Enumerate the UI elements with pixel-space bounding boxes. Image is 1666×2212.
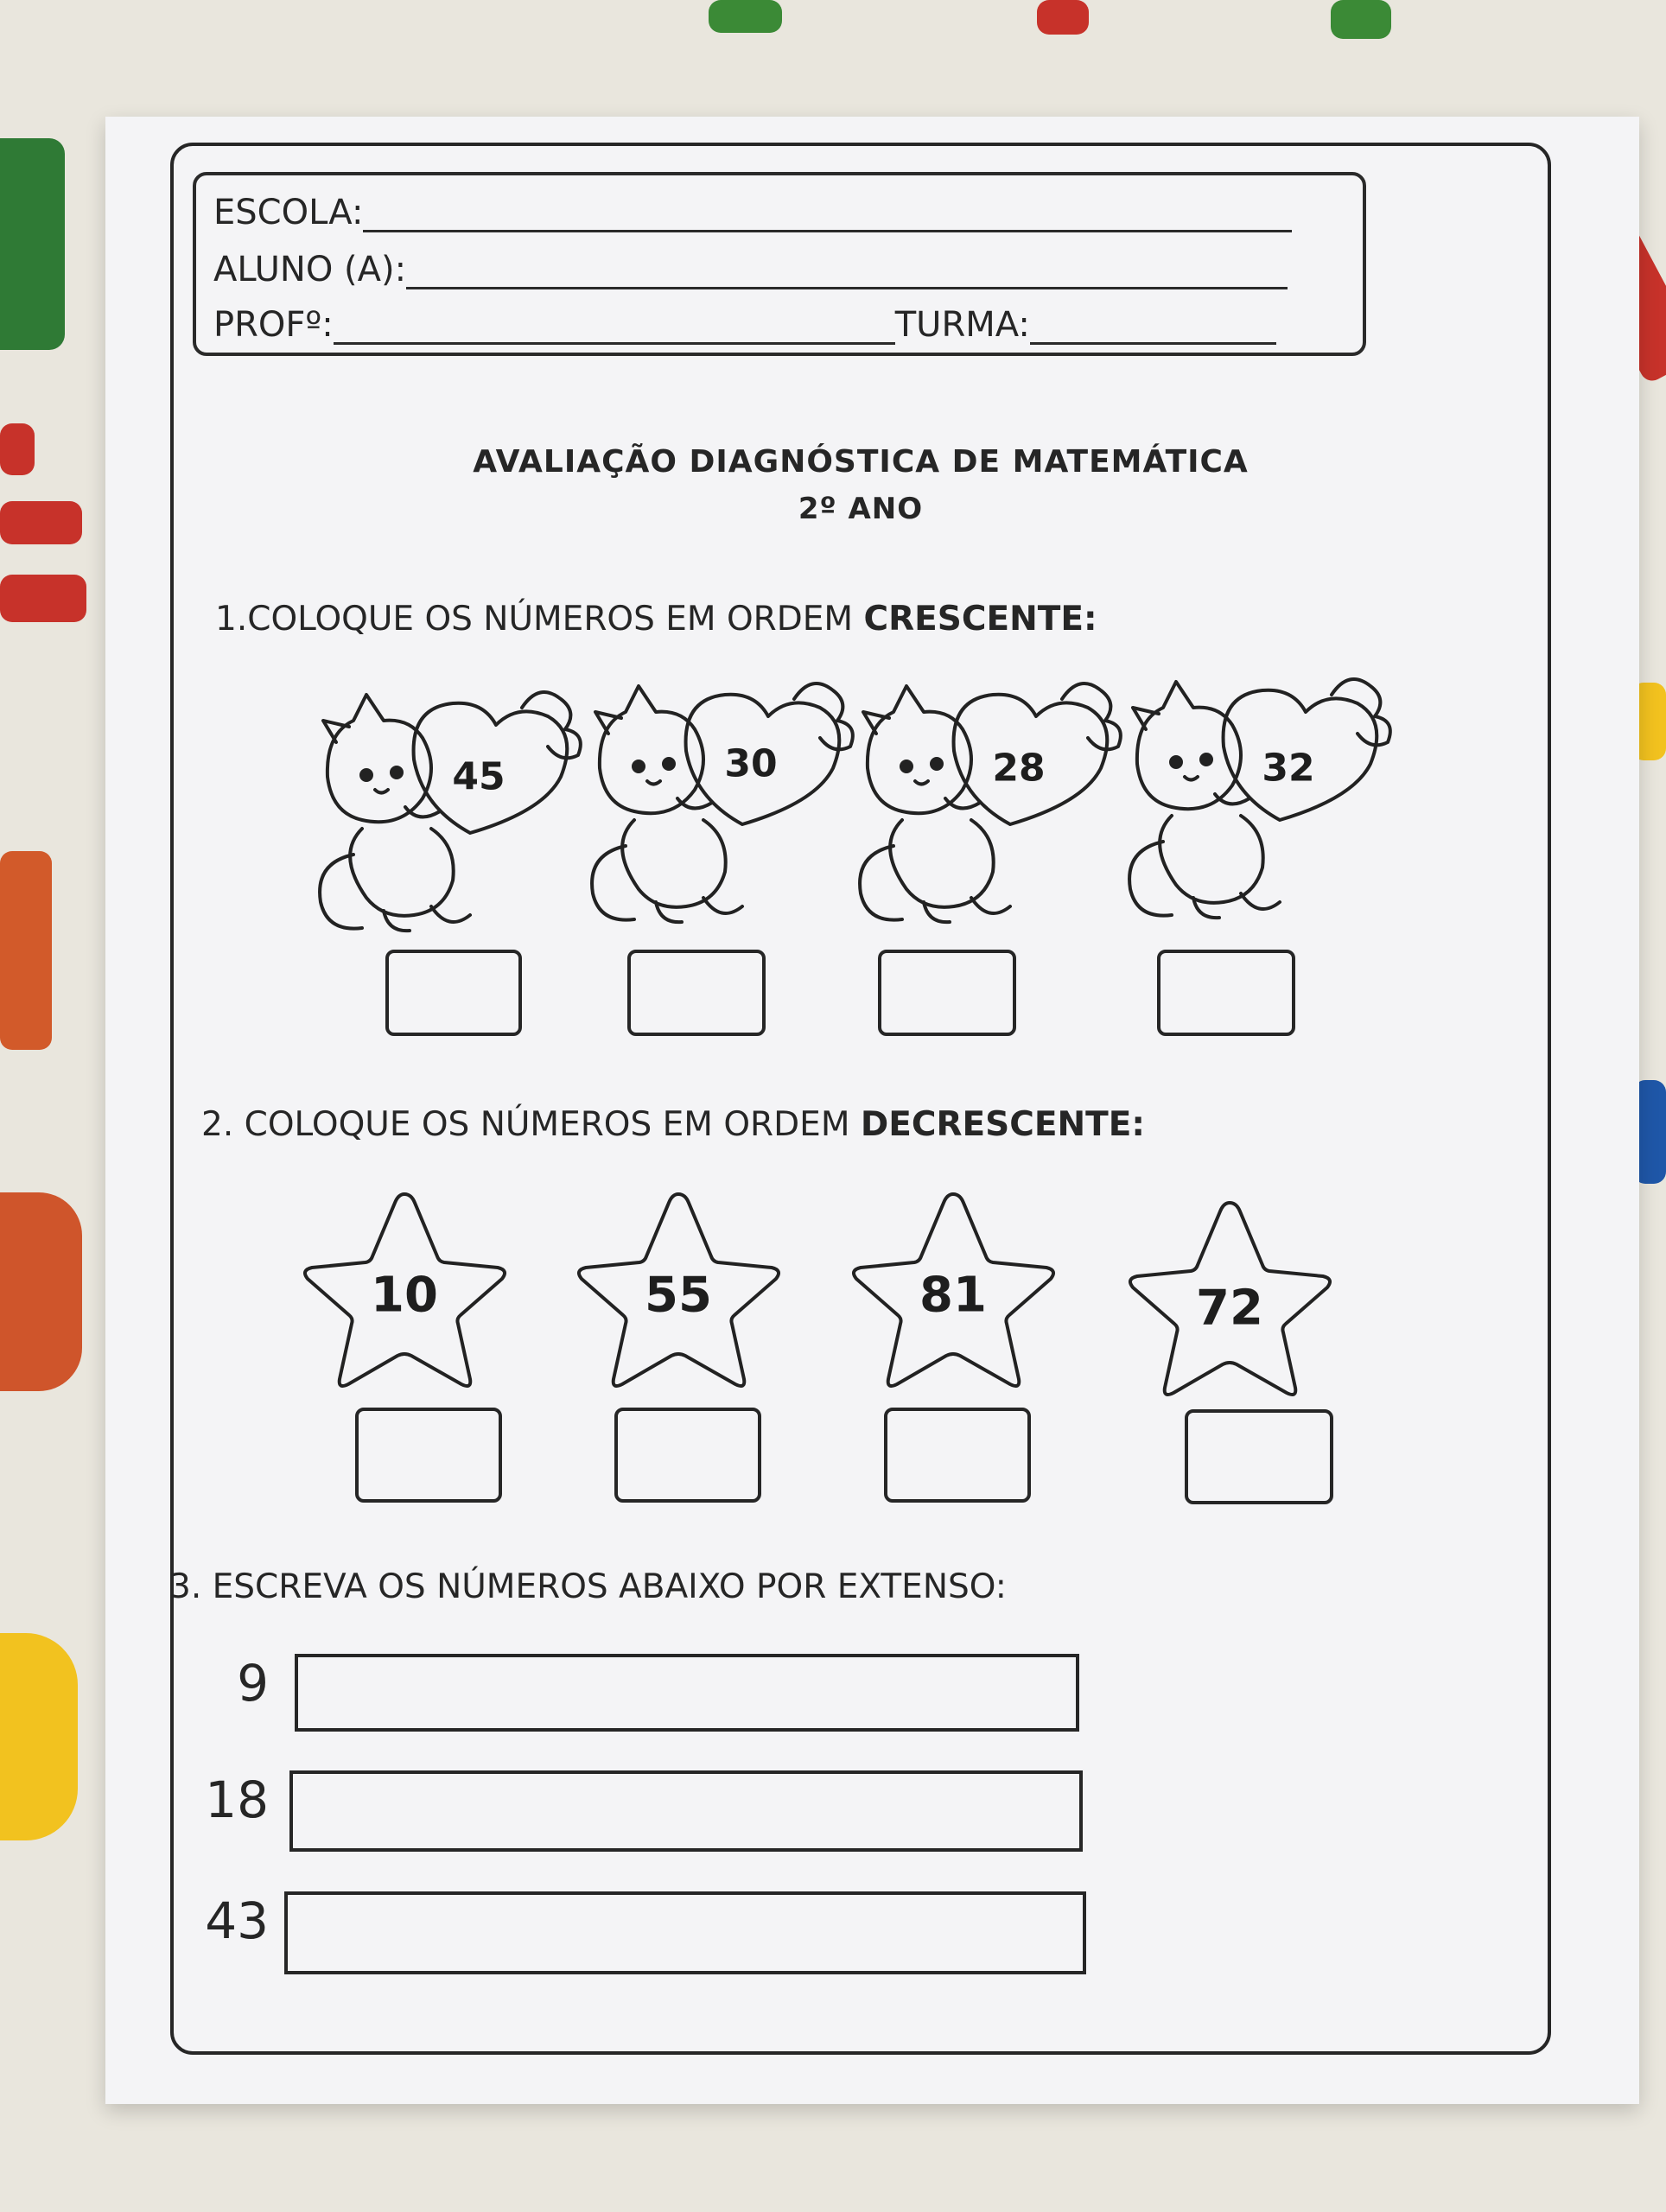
kitten-with-heart-icon [574, 647, 868, 932]
answer-box-q1-3[interactable] [878, 950, 1016, 1036]
page-border [170, 143, 1551, 2055]
worksheet-paper [105, 117, 1639, 2104]
question-1 [215, 600, 1097, 639]
yellow-letter-decoration [0, 1633, 78, 1840]
kitten-with-heart-icon [302, 656, 595, 941]
teacher-input-line[interactable] [334, 313, 895, 345]
student-label: ALUNO (A): [213, 250, 407, 289]
kitten-card-3 [842, 647, 1135, 932]
answer-box-q2-1[interactable] [355, 1408, 502, 1503]
star-shape-1 [299, 1187, 511, 1390]
question-1-text: 1.COLOQUE OS NÚMEROS EM ORDEM [215, 600, 864, 639]
question-2-text: 2. COLOQUE OS NÚMEROS EM ORDEM [201, 1105, 861, 1144]
question-1-emphasis: CRESCENTE: [863, 600, 1097, 639]
red-letter-decoration [0, 423, 35, 475]
number-label: 72 [1196, 1280, 1263, 1337]
kitten-card-2 [574, 647, 868, 932]
number-label: 28 [992, 746, 1046, 791]
orange-letter-decoration [0, 1192, 82, 1391]
answer-box-q2-4[interactable] [1185, 1409, 1333, 1504]
number-43-label: 43 [205, 1891, 269, 1950]
kitten-card-1 [302, 656, 595, 941]
kitten-with-heart-icon [842, 647, 1135, 932]
question-2 [201, 1105, 1145, 1144]
page-title: AVALIAÇÃO DIAGNÓSTICA DE MATEMÁTICA [473, 444, 1249, 480]
red-letter-decoration [1037, 0, 1089, 35]
answer-box-q2-3[interactable] [884, 1408, 1031, 1503]
class-input-line[interactable] [1030, 313, 1276, 345]
kitten-with-heart-icon [1111, 643, 1405, 928]
answer-box-q1-2[interactable] [627, 950, 766, 1036]
student-input-line[interactable] [406, 257, 1288, 289]
red-letter-decoration [0, 501, 82, 544]
star-shape-3 [848, 1187, 1059, 1390]
red-letter-decoration [0, 575, 86, 622]
number-label: 45 [452, 754, 506, 799]
star-shape-4 [1124, 1196, 1336, 1399]
school-input-line[interactable] [363, 200, 1292, 232]
green-letter-decoration [1331, 0, 1391, 39]
student-info-box [193, 172, 1366, 356]
teacher-label: PROFº: [213, 305, 334, 345]
answer-box-q2-2[interactable] [614, 1408, 761, 1503]
kitten-card-4 [1111, 643, 1405, 928]
write-number-box-3[interactable] [284, 1891, 1086, 1974]
star-shape-2 [573, 1187, 785, 1390]
green-letter-decoration [0, 138, 65, 350]
number-label: 10 [371, 1267, 438, 1324]
write-number-box-1[interactable] [295, 1654, 1079, 1732]
student-row [213, 250, 1288, 289]
write-number-box-2[interactable] [289, 1770, 1083, 1852]
answer-box-q1-4[interactable] [1157, 950, 1295, 1036]
teacher-row [213, 305, 1276, 345]
answer-box-q1-1[interactable] [385, 950, 522, 1036]
number-9-label: 9 [237, 1654, 269, 1713]
number-label: 55 [645, 1267, 712, 1324]
page-subtitle: 2º ANO [798, 492, 924, 526]
number-label: 30 [724, 741, 778, 786]
question-3: 3. ESCREVA OS NÚMEROS ABAIXO POR EXTENSO: [169, 1567, 1007, 1606]
class-label: TURMA: [894, 305, 1030, 345]
number-label: 32 [1262, 746, 1315, 791]
question-2-emphasis: DECRESCENTE: [860, 1105, 1146, 1144]
school-label: ESCOLA: [213, 193, 364, 232]
number-label: 81 [919, 1267, 987, 1324]
orange-letter-decoration [0, 851, 52, 1050]
school-row [213, 193, 1292, 232]
green-letter-decoration [709, 0, 782, 33]
number-18-label: 18 [205, 1770, 269, 1829]
